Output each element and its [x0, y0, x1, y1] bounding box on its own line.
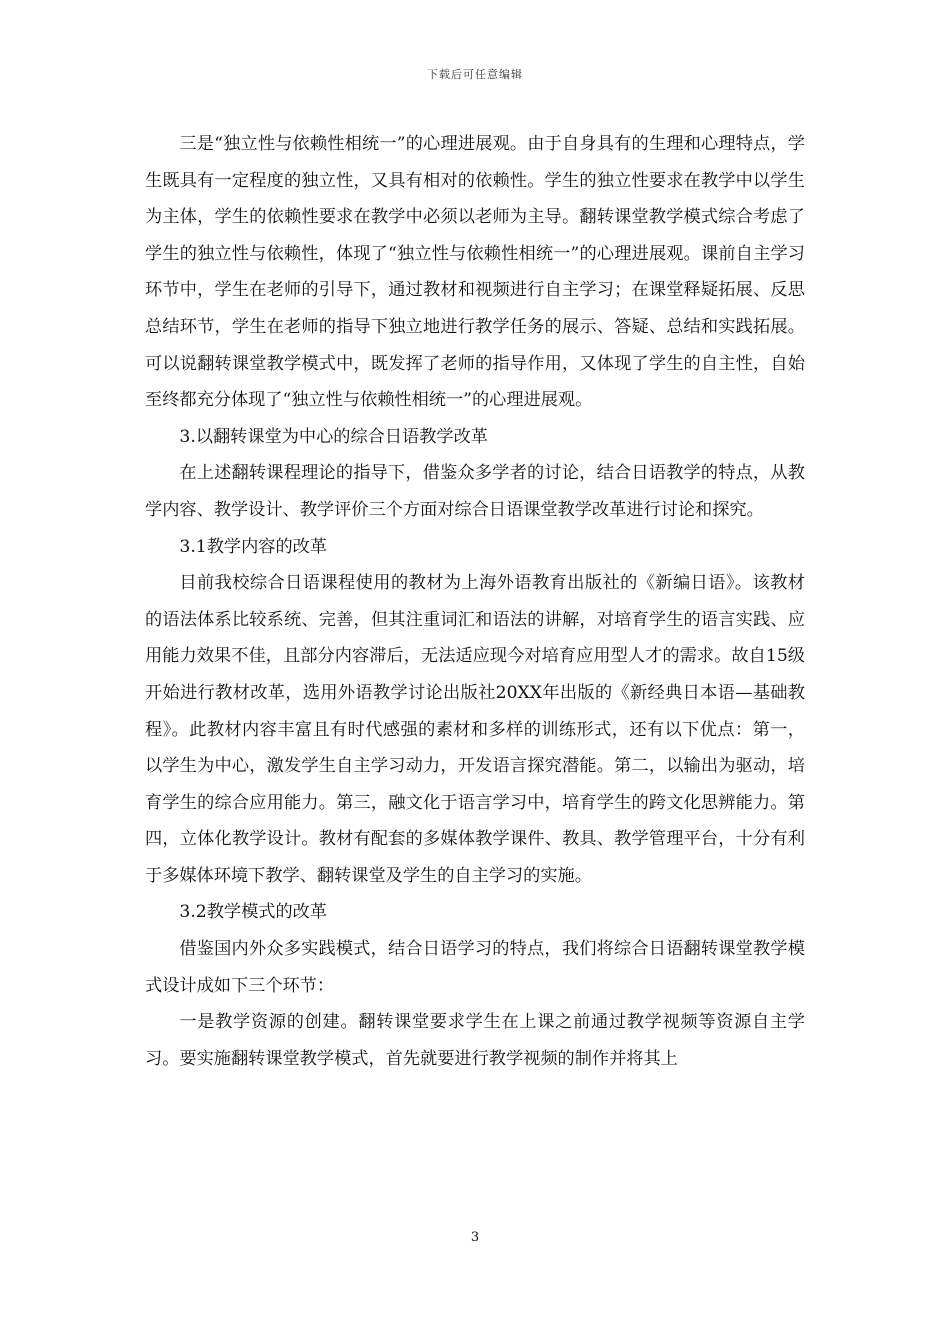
paragraph-section-3-intro: 在上述翻转课程理论的指导下，借鉴众多学者的讨论，结合日语教学的特点，从教学内容、教学设计、教学评价三个方面对综合日语课堂教学改革进行讨论和探究。 — [145, 463, 805, 520]
section-heading-3-2: 3.2教学模式的改革 — [179, 902, 328, 923]
section-heading-3-1: 3.1教学内容的改革 — [179, 536, 328, 557]
paragraph-independence-dependence: 三是“独立性与依赖性相统一”的心理进展观。由于自身具有的生理和心理特点，学生既具有一定程度的独立性，又具有相对的依赖性。学生的独立性要求在教学中以学生为主体，学生的依赖性要求在教学中必须以老师为主导。翻转课堂教学模式综合考虑了学生的独立性与依赖性，体现了“独立性与依赖性相统一”的心理进展观。课前自主学习环节中，学生在老师的引导下，通过教材和视频进行自主学习；在课堂释疑拓展、反思总结环节，学生在老师的指导下独立地进行教学任务的展示、答疑、总结和实践拓展。可以说翻转课堂教学模式中，既发挥了老师的指导作用，又体现了学生的自主性，自始至终都充分体现了“独立性与依赖性相统一”的心理进展观。 — [145, 134, 805, 411]
paragraph-textbook-reform: 目前我校综合日语课程使用的教材为上海外语教育出版社的《新编日语》。该教材的语法体系比较系统、完善，但其注重词汇和语法的讲解，对培育学生的语言实践、应用能力效果不佳，且部分内容滞后，无法适应现今对培育应用型人才的需求。故自15级开始进行教材改革，选用外语教学讨论出版社20XX年出版的《新经典日本语—基础教程》。此教材内容丰富且有时代感强的素材和多样的训练形式，还有以下优点：第一，以学生为中心，激发学生自主学习动力，开发语言探究潜能。第二，以输出为驱动，培育学生的综合应用能力。第三，融文化于语言学习中，培育学生的跨文化思辨能力。第四，立体化教学设计。教材有配套的多媒体教学课件、教具、教学管理平台，十分有利于多媒体环境下教学、翻转课堂及学生的自主学习的实施。 — [145, 573, 805, 886]
document-body — [145, 126, 805, 1077]
paragraph-teaching-resources: 一是教学资源的创建。翻转课堂要求学生在上课之前通过教学视频等资源自主学习。要实施翻转课堂教学模式，首先就要进行教学视频的制作并将其上 — [145, 1012, 805, 1069]
paragraph-teaching-mode-intro: 借鉴国内外众多实践模式，结合日语学习的特点，我们将综合日语翻转课堂教学模式设计成如下三个环节： — [145, 939, 805, 996]
page-number: 3 — [470, 1230, 480, 1245]
page-header: 下载后可任意编辑 — [427, 68, 523, 81]
section-heading-3: 3.以翻转课堂为中心的综合日语教学改革 — [179, 426, 488, 447]
